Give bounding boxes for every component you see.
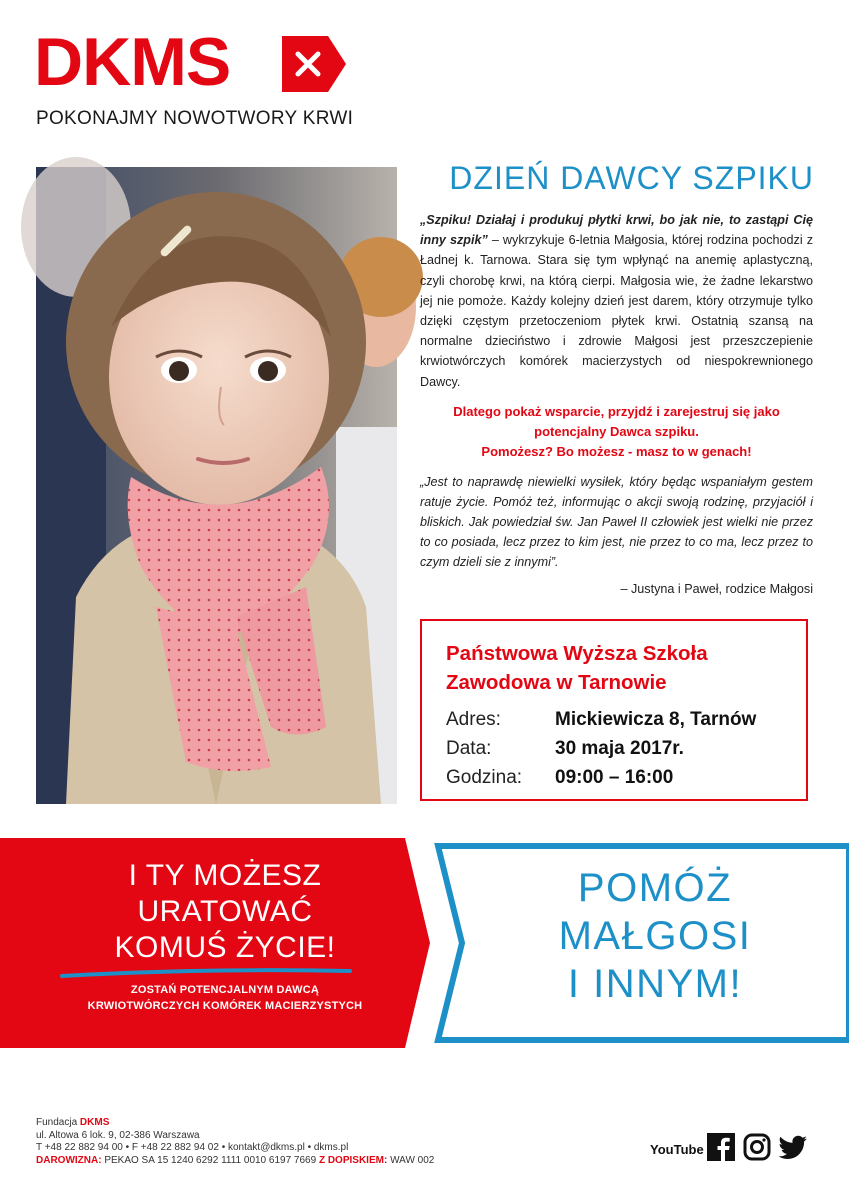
footer-address: ul. Altowa 6 lok. 9, 02-386 Warszawa <box>36 1129 200 1141</box>
donation-account: PEKAO SA 15 1240 6292 1111 0010 6197 7669 <box>101 1154 319 1166</box>
time-label: Godzina: <box>446 767 523 788</box>
tagline: POKONAJMY NOWOTWORY KRWI <box>36 108 354 129</box>
donation-label: DAROWIZNA: <box>36 1154 102 1166</box>
cta-line-1: I TY MOŻESZ <box>128 859 322 892</box>
quote-author: – Justyna i Paweł, rodzice Małgosi <box>620 582 813 596</box>
support-line-1: Dlatego pokaż wsparcie, przyjdź i zarejestruj się jako <box>453 404 780 419</box>
story-text <box>420 210 813 392</box>
address-label: Adres: <box>446 709 501 730</box>
event-venue <box>446 639 796 697</box>
foundation-name: DKMS <box>79 1117 110 1128</box>
girl-photo <box>36 167 397 804</box>
footer-info <box>36 1117 434 1167</box>
dkms-logo: DKMS <box>34 24 231 100</box>
help-line-1: POMÓŻ <box>577 866 733 910</box>
time-value: 09:00 – 16:00 <box>555 767 674 788</box>
banner-help-text <box>505 864 805 1008</box>
date-label: Data: <box>446 738 492 759</box>
help-line-2: MAŁGOSI <box>558 914 752 958</box>
foundation-prefix: Fundacja <box>36 1117 80 1128</box>
sub-line-2: KRWIOTWÓRCZYCH KOMÓREK MACIERZYSTYCH <box>87 1000 363 1012</box>
headline: DZIEŃ DAWCY SZPIKU <box>449 160 814 196</box>
event-time-row <box>446 767 673 789</box>
note-label: Z DOPISKIEM: <box>318 1154 388 1166</box>
event-date-row <box>446 738 684 760</box>
banner-cta <box>70 858 380 1014</box>
cta-line-2: URATOWAĆ <box>137 895 313 928</box>
support-callout <box>420 402 813 462</box>
footer-contact: T +48 22 882 94 00 • F +48 22 882 94 02 • kontakt@dkms.pl • dkms.pl <box>36 1142 349 1154</box>
help-line-3: I INNYM! <box>567 962 743 1006</box>
address-value: Mickiewicza 8, Tarnów <box>555 709 757 730</box>
youtube-text: YouTube <box>650 1142 704 1157</box>
venue-line-1: Państwowa Wyższa Szkoła <box>446 642 708 665</box>
story-body: – wykrzykuje 6-letnia Małgosia, której rodzina pochodzi z Ładnej k. Tarnowa. Stara się tym wpłynąć na anemię aplastyczną, czyli chorobę krwi, na którą cierpi. Małgosia wie, że żadne lekarstwo jej nie pomoże. Każdy kolejny dzień jest darem, który otrzymuje tylko dzięki częstym przetoczeniom płytek krwi. Ostatnią szansą na normalne dzieciństwo i zdrowie Małgosi jest przeszczepienie krwiotwórczych komórek macierzystych od niespokrewnionego Dawcy. <box>420 233 813 389</box>
youtube-icon[interactable] <box>650 1133 704 1163</box>
support-line-2: potencjalny Dawca szpiku. <box>534 424 699 439</box>
event-details-box <box>420 619 808 801</box>
twitter-icon[interactable] <box>778 1133 808 1163</box>
parents-quote: „Jest to naprawdę niewielki wysiłek, który będąc wspaniałym gestem ratuje życie. Pomóż też, informując o akcji swoją rodzinę, przyjaciół i bliskich. Jak powiedział św. Jan Paweł II człowiek jest wielki nie przez to co posiada, lecz przez to kim jest, nie przez to co ma, lecz przez to czym dzieli sie z innymi”. <box>420 475 813 569</box>
girl-illustration <box>36 167 397 804</box>
cta-subtext <box>70 982 380 1014</box>
venue-line-2: Zawodowa w Tarnowie <box>446 671 667 694</box>
facebook-icon[interactable] <box>707 1133 735 1163</box>
instagram-icon[interactable] <box>743 1133 771 1163</box>
story-lead-quote: „Szpiku! Działaj i produkuj płytki krwi, bo jak nie, to zastąpi Cię inny szpik” <box>420 213 813 248</box>
footer-foundation <box>36 1117 434 1130</box>
sub-line-1: ZOSTAŃ POTENCJALNYM DAWCĄ <box>130 984 320 996</box>
event-address-row <box>446 709 756 731</box>
note-value: WAW 002 <box>387 1154 435 1166</box>
support-line-3: Pomożesz? Bo możesz - masz to w genach! <box>481 444 752 459</box>
logo-flag-icon <box>282 36 346 92</box>
date-value: 30 maja 2017r. <box>555 738 684 759</box>
footer-donation <box>36 1155 434 1168</box>
cta-line-3: KOMUŚ ŻYCIE! <box>114 931 336 964</box>
